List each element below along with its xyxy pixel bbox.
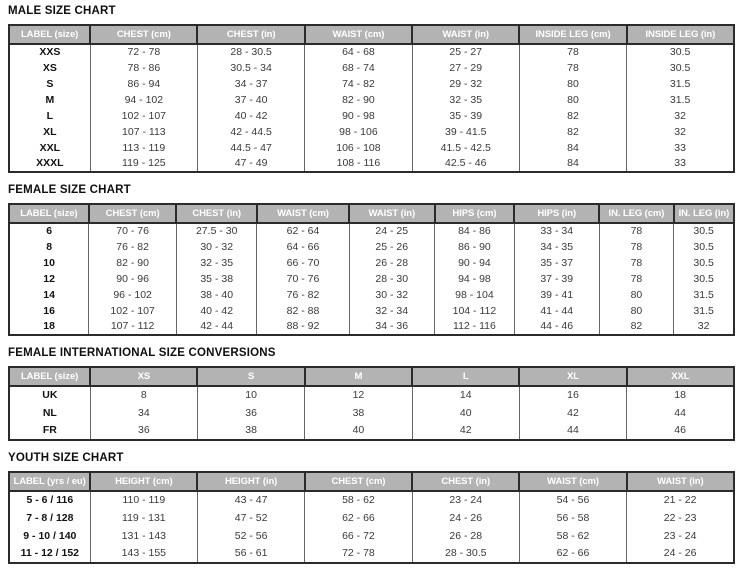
table-cell: 82 [519,124,626,140]
table-row [9,509,734,527]
table-cell: 62 - 66 [305,509,412,527]
table-cell: 27 - 29 [412,60,519,76]
table-cell: 34 - 37 [197,76,304,92]
column-header: CHEST (cm) [305,472,412,491]
column-header: HEIGHT (cm) [90,472,197,491]
table-cell: 36 [90,422,197,440]
table-cell: 113 - 119 [90,140,197,156]
table-cell: 32 [674,319,734,335]
youth-size-chart-section [8,452,735,564]
column-header: S [197,367,304,386]
header-row [9,367,734,386]
table-row [9,422,734,440]
table-cell: 98 - 104 [435,287,515,303]
table-row [9,491,734,509]
table-cell: 44.5 - 47 [197,140,304,156]
table-cell: 119 - 125 [90,156,197,172]
table-cell: 72 - 78 [305,545,412,563]
table-cell: 25 - 26 [349,239,435,255]
table-cell: 38 [305,404,412,422]
row-label: 16 [9,303,89,319]
row-label: XXXL [9,156,90,172]
table-cell: 56 - 58 [519,509,626,527]
table-cell: 64 - 66 [257,239,349,255]
table-cell: 14 [412,386,519,404]
table-cell: 32 - 34 [349,303,435,319]
table-cell: 40 [412,404,519,422]
table-cell: 30.5 [674,223,734,239]
table-cell: 76 - 82 [89,239,177,255]
table-cell: 47 - 49 [197,156,304,172]
column-header: LABEL (size) [9,367,90,386]
row-label: 14 [9,287,89,303]
table-cell: 107 - 112 [89,319,177,335]
table-cell: 110 - 119 [90,491,197,509]
header-row [9,472,734,491]
column-header: IN. LEG (in) [674,204,734,223]
table-cell: 37 - 39 [514,271,599,287]
table-cell: 40 - 42 [176,303,256,319]
female-international-conversions-title: FEMALE INTERNATIONAL SIZE CONVERSIONS [8,347,276,359]
table-cell: 90 - 96 [89,271,177,287]
table-cell: 66 - 70 [257,255,349,271]
table-row [9,255,734,271]
table-cell: 24 - 26 [627,545,734,563]
table-cell: 34 - 36 [349,319,435,335]
column-header: WAIST (cm) [519,472,626,491]
table-cell: 78 [519,60,626,76]
female-size-chart-section [8,184,735,336]
table-cell: 52 - 56 [197,527,304,545]
column-header: HIPS (in) [514,204,599,223]
table-cell: 68 - 74 [305,60,412,76]
table-cell: 8 [90,386,197,404]
table-cell: 35 - 39 [412,108,519,124]
table-cell: 31.5 [627,92,734,108]
table-cell: 26 - 28 [349,255,435,271]
table-cell: 102 - 107 [90,108,197,124]
table-cell: 58 - 62 [519,527,626,545]
column-header: XS [90,367,197,386]
table-cell: 94 - 98 [435,271,515,287]
row-label: 10 [9,255,89,271]
table-row [9,287,734,303]
row-label: 18 [9,319,89,335]
table-cell: 86 - 90 [435,239,515,255]
table-cell: 82 - 90 [89,255,177,271]
table-cell: 62 - 66 [519,545,626,563]
table-cell: 21 - 22 [627,491,734,509]
table-cell: 72 - 78 [90,44,197,60]
table-cell: 108 - 116 [305,156,412,172]
column-header: CHEST (in) [176,204,256,223]
table-cell: 31.5 [674,287,734,303]
table-cell: 104 - 112 [435,303,515,319]
table-cell: 107 - 113 [90,124,197,140]
table-cell: 143 - 155 [90,545,197,563]
table-cell: 78 [599,255,674,271]
table-cell: 30 - 32 [349,287,435,303]
table-cell: 44 [519,422,626,440]
row-label: 9 - 10 / 140 [9,527,90,545]
table-cell: 80 [519,76,626,92]
table-cell: 40 - 42 [197,108,304,124]
male-size-chart-title: MALE SIZE CHART [8,5,116,17]
header-row [9,25,734,44]
table-cell: 62 - 64 [257,223,349,239]
table-cell: 119 - 131 [90,509,197,527]
table-cell: 26 - 28 [412,527,519,545]
table-cell: 96 - 102 [89,287,177,303]
table-cell: 94 - 102 [90,92,197,108]
table-cell: 42 [412,422,519,440]
table-cell: 38 - 40 [176,287,256,303]
table-row [9,108,734,124]
table-cell: 44 - 46 [514,319,599,335]
female-size-chart-table [8,203,735,336]
table-cell: 29 - 32 [412,76,519,92]
column-header: LABEL (yrs / eu) [9,472,90,491]
table-row [9,527,734,545]
row-label: FR [9,422,90,440]
column-header: WAIST (cm) [257,204,349,223]
table-row [9,76,734,92]
table-cell: 90 - 98 [305,108,412,124]
table-cell: 54 - 56 [519,491,626,509]
row-label: XS [9,60,90,76]
table-cell: 74 - 82 [305,76,412,92]
table-cell: 24 - 26 [412,509,519,527]
table-cell: 44 [627,404,734,422]
table-cell: 46 [627,422,734,440]
table-cell: 23 - 24 [627,527,734,545]
row-label: M [9,92,90,108]
table-cell: 30.5 [674,271,734,287]
table-cell: 33 [627,156,734,172]
table-cell: 24 - 25 [349,223,435,239]
table-cell: 33 - 34 [514,223,599,239]
column-header: IN. LEG (cm) [599,204,674,223]
table-cell: 35 - 38 [176,271,256,287]
table-cell: 70 - 76 [257,271,349,287]
table-cell: 42 - 44 [176,319,256,335]
female-international-conversions-section [8,347,735,441]
table-cell: 76 - 82 [257,287,349,303]
row-label: XXS [9,44,90,60]
header-row [9,204,734,223]
table-cell: 38 [197,422,304,440]
column-header: WAIST (in) [627,472,734,491]
table-cell: 84 - 86 [435,223,515,239]
table-cell: 39 - 41 [514,287,599,303]
table-cell: 34 [90,404,197,422]
table-cell: 30.5 [674,255,734,271]
row-label: 8 [9,239,89,255]
column-header: XXL [627,367,734,386]
table-cell: 43 - 47 [197,491,304,509]
column-header: INSIDE LEG (in) [627,25,734,44]
table-cell: 27.5 - 30 [176,223,256,239]
table-cell: 35 - 37 [514,255,599,271]
table-cell: 112 - 116 [435,319,515,335]
column-header: WAIST (in) [349,204,435,223]
table-cell: 80 [599,287,674,303]
table-row [9,156,734,172]
table-cell: 64 - 68 [305,44,412,60]
row-label: XL [9,124,90,140]
table-cell: 56 - 61 [197,545,304,563]
table-cell: 31.5 [674,303,734,319]
table-cell: 18 [627,386,734,404]
table-cell: 131 - 143 [90,527,197,545]
table-cell: 78 [599,271,674,287]
table-row [9,239,734,255]
table-cell: 78 - 86 [90,60,197,76]
table-row [9,140,734,156]
table-row [9,60,734,76]
row-label: 7 - 8 / 128 [9,509,90,527]
row-label: 11 - 12 / 152 [9,545,90,563]
table-row [9,319,734,335]
table-cell: 84 [519,140,626,156]
male-size-chart-table [8,24,735,173]
table-cell: 32 - 35 [176,255,256,271]
row-label: S [9,76,90,92]
table-cell: 80 [519,92,626,108]
table-cell: 32 [627,124,734,140]
table-cell: 42.5 - 46 [412,156,519,172]
row-label: 5 - 6 / 116 [9,491,90,509]
table-cell: 25 - 27 [412,44,519,60]
table-cell: 32 - 35 [412,92,519,108]
column-header: CHEST (in) [412,472,519,491]
table-cell: 30 - 32 [176,239,256,255]
table-cell: 36 [197,404,304,422]
column-header: XL [519,367,626,386]
table-cell: 28 - 30.5 [412,545,519,563]
table-cell: 12 [305,386,412,404]
column-header: CHEST (cm) [89,204,177,223]
table-cell: 28 - 30 [349,271,435,287]
table-cell: 41 - 44 [514,303,599,319]
table-row [9,404,734,422]
table-cell: 82 - 90 [305,92,412,108]
table-row [9,545,734,563]
column-header: L [412,367,519,386]
table-cell: 70 - 76 [89,223,177,239]
table-cell: 30.5 [674,239,734,255]
male-size-chart-section [8,5,735,173]
table-cell: 66 - 72 [305,527,412,545]
table-cell: 78 [519,44,626,60]
table-cell: 16 [519,386,626,404]
row-label: 6 [9,223,89,239]
table-row [9,386,734,404]
column-header: INSIDE LEG (cm) [519,25,626,44]
table-cell: 40 [305,422,412,440]
column-header: LABEL (size) [9,204,89,223]
table-cell: 28 - 30.5 [197,44,304,60]
youth-size-chart-table [8,471,735,564]
column-header: LABEL (size) [9,25,90,44]
column-header: CHEST (in) [197,25,304,44]
table-cell: 78 [599,239,674,255]
table-row [9,223,734,239]
table-cell: 90 - 94 [435,255,515,271]
table-cell: 30.5 [627,60,734,76]
table-row [9,271,734,287]
row-label: UK [9,386,90,404]
table-cell: 42 [519,404,626,422]
column-header: HEIGHT (in) [197,472,304,491]
table-row [9,92,734,108]
row-label: L [9,108,90,124]
column-header: WAIST (in) [412,25,519,44]
table-cell: 34 - 35 [514,239,599,255]
female-size-chart-title: FEMALE SIZE CHART [8,184,131,196]
table-cell: 41.5 - 42.5 [412,140,519,156]
table-cell: 84 [519,156,626,172]
table-cell: 32 [627,108,734,124]
table-row [9,44,734,60]
table-row [9,124,734,140]
table-cell: 22 - 23 [627,509,734,527]
row-label: NL [9,404,90,422]
table-cell: 47 - 52 [197,509,304,527]
table-cell: 86 - 94 [90,76,197,92]
table-cell: 42 - 44.5 [197,124,304,140]
table-cell: 31.5 [627,76,734,92]
table-row [9,303,734,319]
table-cell: 102 - 107 [89,303,177,319]
table-cell: 78 [599,223,674,239]
table-cell: 106 - 108 [305,140,412,156]
table-cell: 37 - 40 [197,92,304,108]
table-cell: 88 - 92 [257,319,349,335]
table-cell: 82 - 88 [257,303,349,319]
column-header: WAIST (cm) [305,25,412,44]
female-international-conversions-table [8,366,735,441]
table-cell: 58 - 62 [305,491,412,509]
table-cell: 82 [599,319,674,335]
table-cell: 10 [197,386,304,404]
table-cell: 30.5 [627,44,734,60]
youth-size-chart-title: YOUTH SIZE CHART [8,452,124,464]
table-cell: 33 [627,140,734,156]
table-cell: 80 [599,303,674,319]
row-label: 12 [9,271,89,287]
table-cell: 98 - 106 [305,124,412,140]
column-header: M [305,367,412,386]
table-cell: 23 - 24 [412,491,519,509]
column-header: CHEST (cm) [90,25,197,44]
row-label: XXL [9,140,90,156]
table-cell: 39 - 41.5 [412,124,519,140]
table-cell: 82 [519,108,626,124]
table-cell: 30.5 - 34 [197,60,304,76]
column-header: HIPS (cm) [435,204,515,223]
